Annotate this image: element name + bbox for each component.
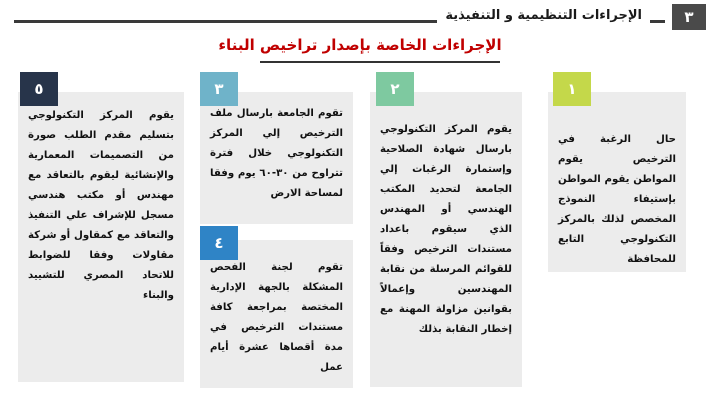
step-text: يقوم المركز التكنولوجي بتسليم مقدم الطلب صورة من التصميمات المعمارية والإنشائية ليقوم بالتعاقد مع مهندس أو مكتب هندسي مسجل للإشراف علي التنفيذ والتعاقد مع كمقاول أو شركة مقاولات وفقا للضوابط للاتحاد المصري للتشييد والبناء [28, 110, 174, 301]
page-title: الإجراءات الخاصة بإصدار تراخيص البناء [218, 36, 502, 54]
step-number-badge: ٣ [200, 72, 238, 106]
step-text: حال الرغبة في الترخيص يقوم المواطن يقوم المواطن بإستيفاء النموذج المخصص لذلك بالمركز التكنولوجي التابع للمحافظة [558, 134, 676, 265]
title-underline [260, 61, 500, 63]
step-card-2 [370, 92, 522, 387]
step-text: تقوم لجنة الفحص المشكلة بالجهة الإدارية المختصة بمراجعة كافة مستندات الترخيص في مدة أقصاها عشرة أيام عمل [210, 262, 343, 373]
step-text: يقوم المركز التكنولوجي بارسال شهادة الصلاحية وإستمارة الرغبات إلي الجامعة لتحديد المكتب الهندسي أو المهندس الذي سيقوم باعداد مستندات الترخيص وفقاً للقوائم المرسلة من نقابة المهندسين وإعمالاً بقوانين مزاولة المهنة مع إخطار النقابة بذلك [380, 124, 512, 335]
step-number-badge: ٢ [376, 72, 414, 106]
step-card-3 [200, 92, 353, 224]
page-number: ٣ [672, 4, 706, 30]
header-bar [0, 0, 720, 32]
step-number-badge: ١ [553, 72, 591, 106]
step-card-1 [548, 92, 686, 272]
step-number-badge: ٥ [20, 72, 58, 106]
step-card-5 [18, 92, 184, 382]
step-text: تقوم الجامعة بارسال ملف الترخيص إلي المركز التكنولوجي خلال فترة تتراوح من ٣٠-٦٠ يوم وفقا لمساحة الارض [210, 108, 344, 199]
step-card-4 [200, 240, 353, 388]
step-number-badge: ٤ [200, 226, 238, 260]
section-title: الإجراءات التنظيمية و التنفيذية [437, 8, 650, 23]
